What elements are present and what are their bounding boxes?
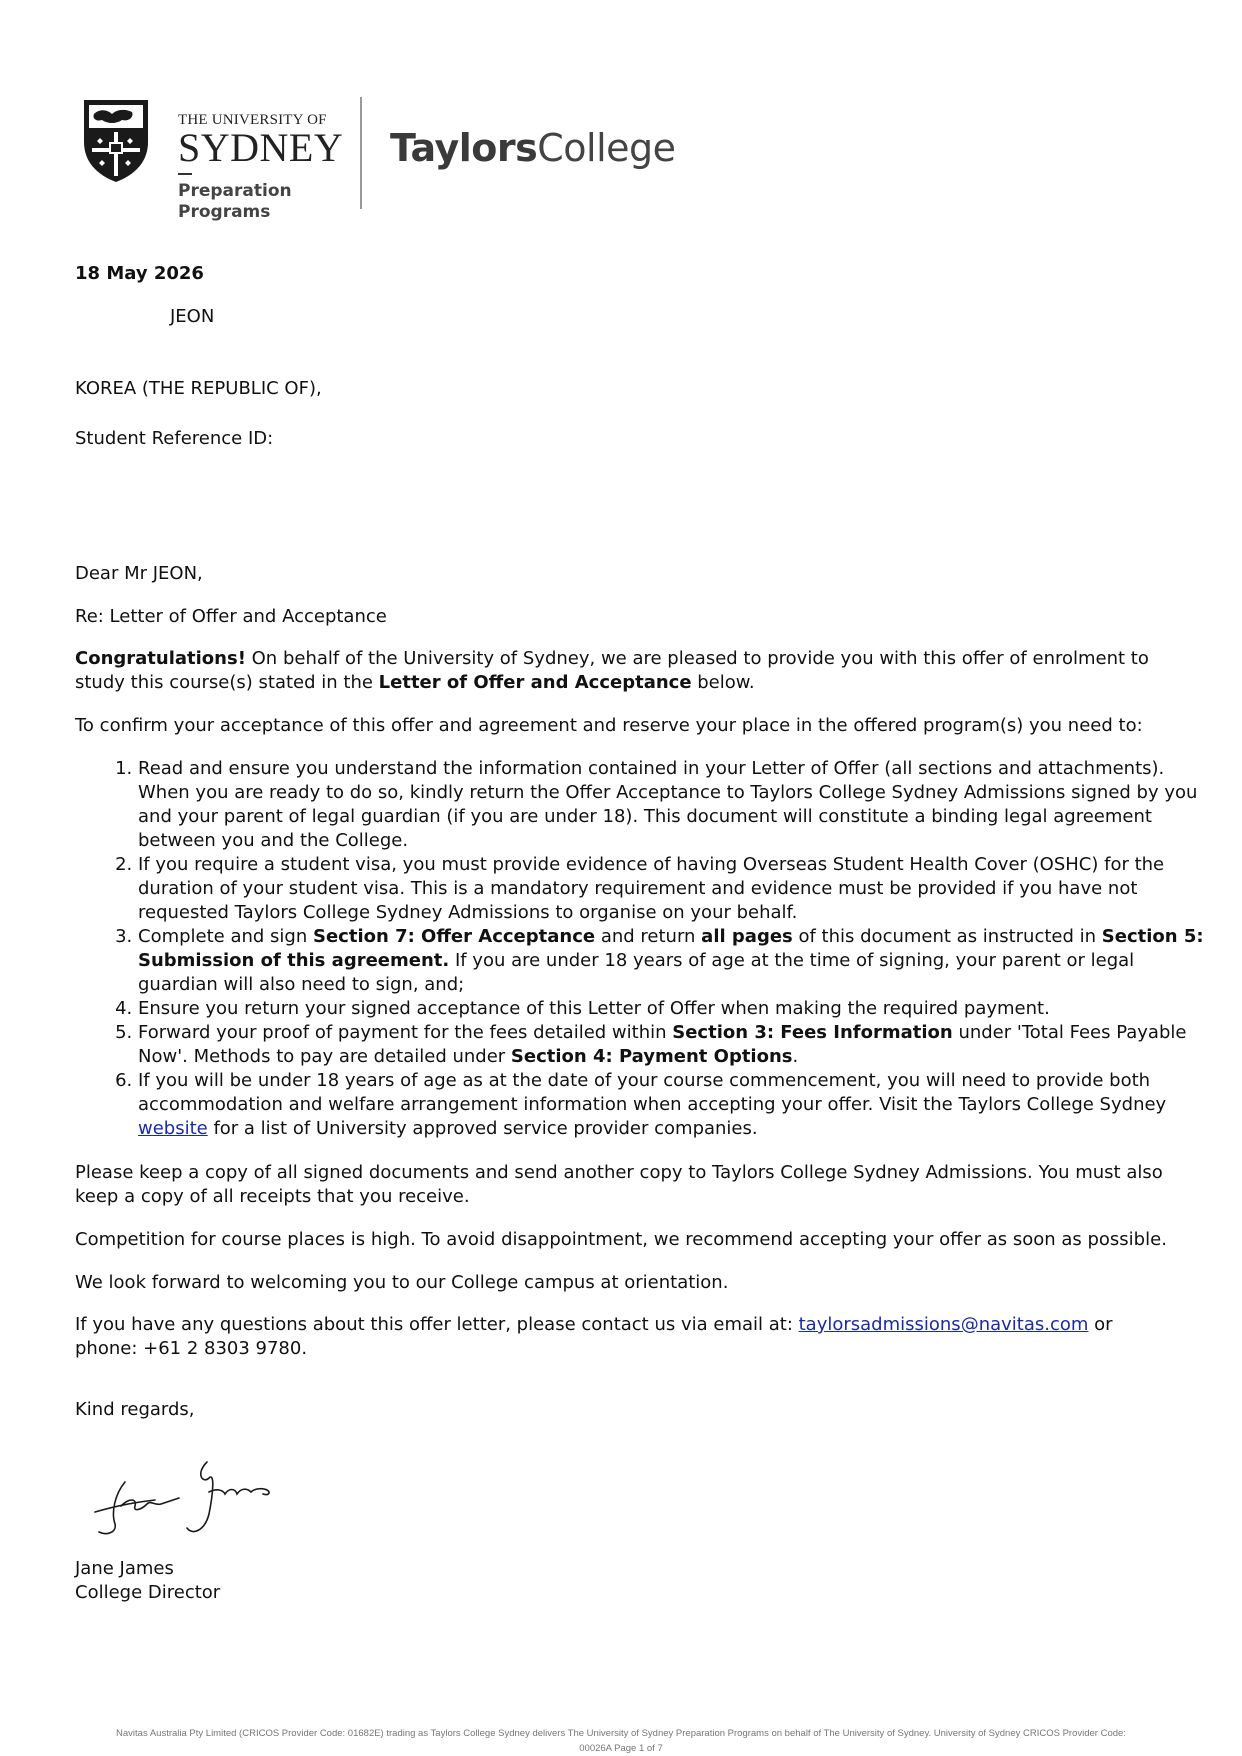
step-5-bold-section3: Section 3: Fees Information bbox=[672, 1022, 953, 1043]
step-6 bbox=[138, 1069, 1208, 1141]
step-4: 4. Ensure you return your signed acceptance of this Letter of Offer when making the required payment. bbox=[138, 997, 1208, 1021]
subject-line: Re: Letter of Offer and Acceptance bbox=[75, 606, 387, 627]
congratulations-paragraph bbox=[75, 647, 1170, 695]
handwritten-signature bbox=[85, 1454, 295, 1544]
keep-copies-paragraph: Please keep a copy of all signed documents and send another copy to Taylors College Sydney Admissions. You must also keep a copy of all receipts that you receive. bbox=[75, 1162, 1163, 1207]
admissions-email-link[interactable]: taylorsadmissions@navitas.com bbox=[798, 1314, 1089, 1335]
step-2: 2. If you require a student visa, you must provide evidence of having Overseas Student Health Cover (OSHC) for the duration of your student visa. This is a mandatory requirement and evidence must be provided if you have not requested Taylors College Sydney Admissions to organise on your behalf. bbox=[138, 853, 1208, 925]
taylors-logo-regular: College bbox=[537, 126, 676, 170]
p1-bold-offer: Letter of Offer and Acceptance bbox=[378, 672, 692, 693]
p1-text-a: On behalf of the University of Sydney, we are pleased to provide you with this offer of enrolment to study this course(s) stated in the bbox=[75, 648, 1149, 693]
step-3-bold-all-pages: all pages bbox=[701, 926, 793, 947]
usyd-big-text: SYDNEY bbox=[178, 125, 344, 170]
welcome-paragraph: We look forward to welcoming you to our College campus at orientation. bbox=[75, 1272, 729, 1293]
university-of-sydney-wordmark bbox=[178, 112, 344, 223]
contact-paragraph bbox=[75, 1313, 1170, 1361]
letter-date: 18 May 2026 bbox=[75, 263, 204, 284]
contact-text-c: or phone: +61 2 8303 9780. bbox=[75, 1314, 1113, 1359]
student-reference-label: Student Reference ID: bbox=[75, 428, 274, 449]
step-3 bbox=[138, 925, 1208, 997]
usyd-prep-line2: Programs bbox=[178, 202, 271, 222]
recipient-name: JEON bbox=[170, 306, 215, 327]
step-3-bold-section5: Section 5: Submission of this agreement. bbox=[138, 926, 1204, 971]
step-5-text-c: under 'Total Fees Payable Now'. Methods to pay are detailed under bbox=[138, 1022, 1187, 1067]
taylors-college-logo bbox=[390, 126, 676, 170]
closing: Kind regards, bbox=[75, 1399, 195, 1420]
step-6-text-a: If you will be under 18 years of age as at the date of your course commencement, you will need to provide both accommodation and welfare arrangement information when accepting your offer. Visit the Taylors College Sydney bbox=[138, 1070, 1167, 1115]
taylors-logo-bold: Taylors bbox=[390, 126, 538, 170]
salutation: Dear Mr JEON, bbox=[75, 563, 203, 584]
step-5-text-e: . bbox=[792, 1046, 799, 1067]
step-6-text-c: for a list of University approved service provider companies. bbox=[207, 1118, 758, 1139]
congratulations-bold: Congratulations! bbox=[75, 648, 246, 669]
step-5 bbox=[138, 1021, 1208, 1069]
p1-text-c: below. bbox=[691, 672, 755, 693]
usyd-prep-line1: Preparation bbox=[178, 181, 292, 201]
page-footer bbox=[60, 1726, 1182, 1756]
website-link[interactable]: website bbox=[138, 1118, 208, 1139]
step-3-bold-section7: Section 7: Offer Acceptance bbox=[313, 926, 596, 947]
usyd-dash bbox=[178, 173, 192, 175]
contact-text-a: If you have any questions about this offer letter, please contact us via email at: bbox=[75, 1314, 799, 1335]
footer-line-2: 00026A Page 1 of 7 bbox=[579, 1743, 663, 1754]
step-3-text-a: Complete and sign bbox=[138, 926, 313, 947]
recipient-country: KOREA (THE REPUBLIC OF), bbox=[75, 378, 322, 399]
logo-divider bbox=[360, 97, 362, 209]
usyd-small-text: THE UNIVERSITY OF bbox=[178, 112, 327, 128]
signatory-name: Jane James bbox=[75, 1558, 174, 1579]
step-5-text-a: Forward your proof of payment for the fees detailed within bbox=[138, 1022, 673, 1043]
step-3-text-c: and return bbox=[595, 926, 702, 947]
step-1: 1. Read and ensure you understand the information contained in your Letter of Offer (all sections and attachments). When you are ready to do so, kindly return the Offer Acceptance to Taylors College Sydney Admissions signed by you and your parent of legal guardian (if you are under 18). This document will constitute a binding legal agreement between you and the College. bbox=[138, 757, 1208, 853]
signatory-title: College Director bbox=[75, 1582, 221, 1603]
acceptance-steps-list bbox=[100, 757, 1208, 1141]
step-5-bold-section4: Section 4: Payment Options bbox=[510, 1046, 793, 1067]
confirm-instructions-intro: To confirm your acceptance of this offer and agreement and reserve your place in the offered program(s) you need to: bbox=[75, 715, 1143, 736]
footer-line-1: Navitas Australia Pty Limited (CRICOS Provider Code: 01682E) trading as Taylors College Sydney delivers The University of Sydney Preparation Programs on behalf of The University of Sydney. University of Sydney CRICOS Provider Code: bbox=[116, 1728, 1126, 1739]
competition-paragraph: Competition for course places is high. To avoid disappointment, we recommend accepting your offer as soon as possible. bbox=[75, 1229, 1167, 1250]
step-3-text-g: If you are under 18 years of age at the time of signing, your parent or legal guardian will also need to sign, and; bbox=[138, 950, 1135, 995]
step-3-text-e: of this document as instructed in bbox=[792, 926, 1102, 947]
university-crest-logo bbox=[82, 98, 150, 184]
